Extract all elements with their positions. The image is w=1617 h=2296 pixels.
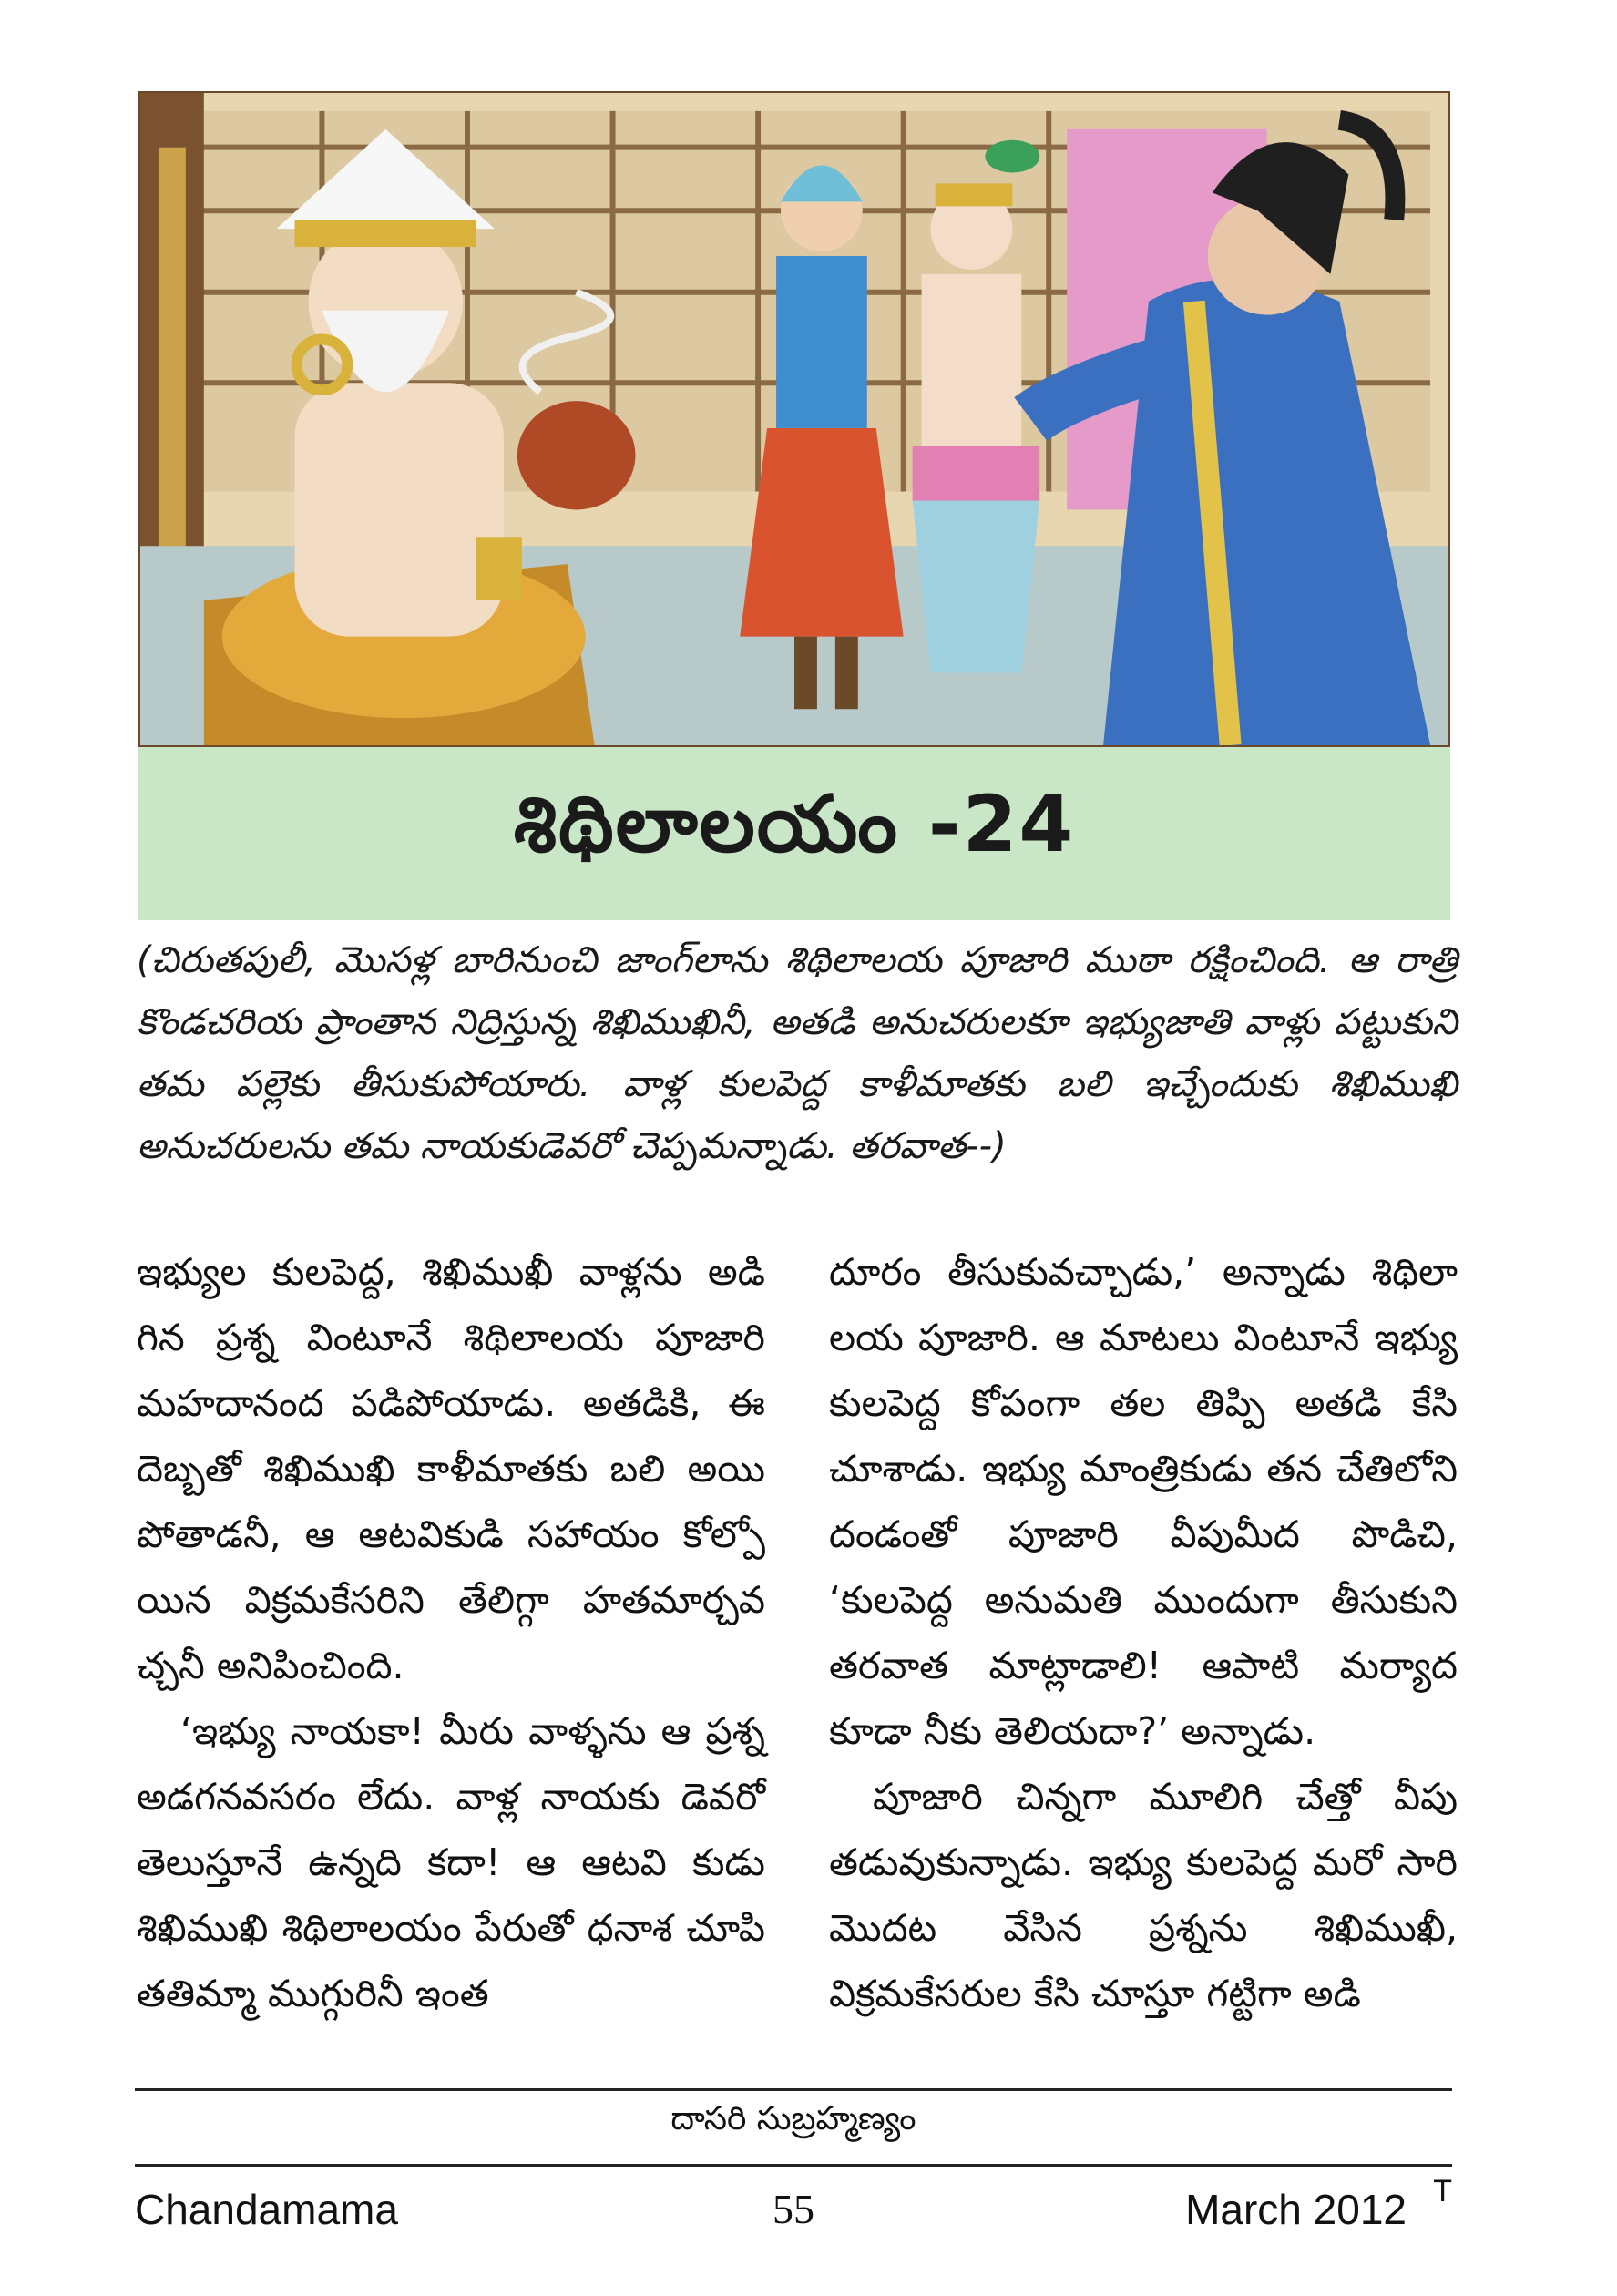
paragraph: పూజారి చిన్నగా మూలిగి చేత్తో వీపు తడువుకున్నాడు. ఇభ్యు కులపెద్ద మరో సారి మొదట వేసిన ప్రశ్నను శిఖిముఖీ, విక్రమకేసరుల కేసి చూస్తూ గట్టిగా అడి	[829, 1775, 1458, 2015]
story-column-left	[137, 1239, 765, 2077]
story-body	[137, 1239, 1458, 2077]
magazine-name: Chandamama	[135, 2186, 398, 2233]
paragraph: ‘ఇభ్యు నాయకా! మీరు వాళ్ళను ఆ ప్రశ్న అడగనవసరం లేదు. వాళ్ల నాయకు డెవరో తెలుస్తూనే ఉన్నది కదా! ఆ ఆటవి కుడు శిఖిముఖి శిథిలాలయం పేరుతో ధనాశ చూపి తతిమ్మా ముగ్గురినీ ఇంత	[137, 1709, 765, 2015]
story-column-right	[829, 1239, 1458, 2077]
divider-top	[135, 2088, 1452, 2091]
footer-mark: T	[1433, 2174, 1452, 2209]
issue-date: March 2012	[1185, 2186, 1407, 2233]
divider-bottom	[135, 2164, 1452, 2167]
story-title: శిథిలాలయం -24	[513, 778, 1076, 870]
paragraph: ఇభ్యుల కులపెద్ద, శిఖిముఖీ వాళ్లను అడి గిన ప్రశ్న వింటూనే శిథిలాలయ పూజారి మహదానంద పడిపోయాడు. అతడికి, ఈ దెబ్బతో శిఖిముఖి కాళీమాతకు బలి అయి పోతాడనీ, ఆ ఆటవికుడి సహాయం కోల్పో యిన విక్రమకేసరిని తేలిగ్గా హతమార్చవ చ్చనీ అనిపించింది.	[137, 1250, 765, 1687]
story-recap: (చిరుతపులీ, మొసళ్ల బారినుంచి జాంగ్‌లాను శిథిలాలయ పూజారి ముఠా రక్షించింది. ఆ రాత్రి కొండచరియ ప్రాంతాన నిద్రిస్తున్న శిఖిముఖినీ, అతడి అనుచరులకూ ఇభ్యుజాతి వాళ్లు పట్టుకుని తమ పల్లెకు తీసుకుపోయారు. వాళ్ల కులపెద్ద కాళీమాతకు బలి ఇచ్చేందుకు శిఖిముఖి అనుచరులను తమ నాయకుడెవరో చెప్పమన్నాడు. తరవాత--)	[137, 939, 1458, 1167]
illustration-scene	[140, 93, 1448, 745]
page-footer	[135, 2174, 1452, 2240]
author-name: దాసరి సుబ్రహ్మణ్యం	[670, 2100, 916, 2137]
paragraph: దూరం తీసుకువచ్చాడు,’ అన్నాడు శిథిలా లయ పూజారి. ఆ మాటలు వింటూనే ఇభ్యు కులపెద్ద కోపంగా తల తిప్పి అతడి కేసి చూశాడు. ఇభ్యు మాంత్రికుడు తన చేతిలోని దండంతో పూజారి వీపుమీద పొడిచి, ‘కులపెద్ద అనుమతి ముందుగా తీసుకుని తరవాత మాట్లాడాలి! ఆపాటి మర్యాద కూడా నీకు తెలియదా?’ అన్నాడు.	[829, 1250, 1458, 1753]
story-illustration	[138, 91, 1450, 747]
title-band	[138, 747, 1450, 920]
page-number: 55	[773, 2186, 814, 2232]
